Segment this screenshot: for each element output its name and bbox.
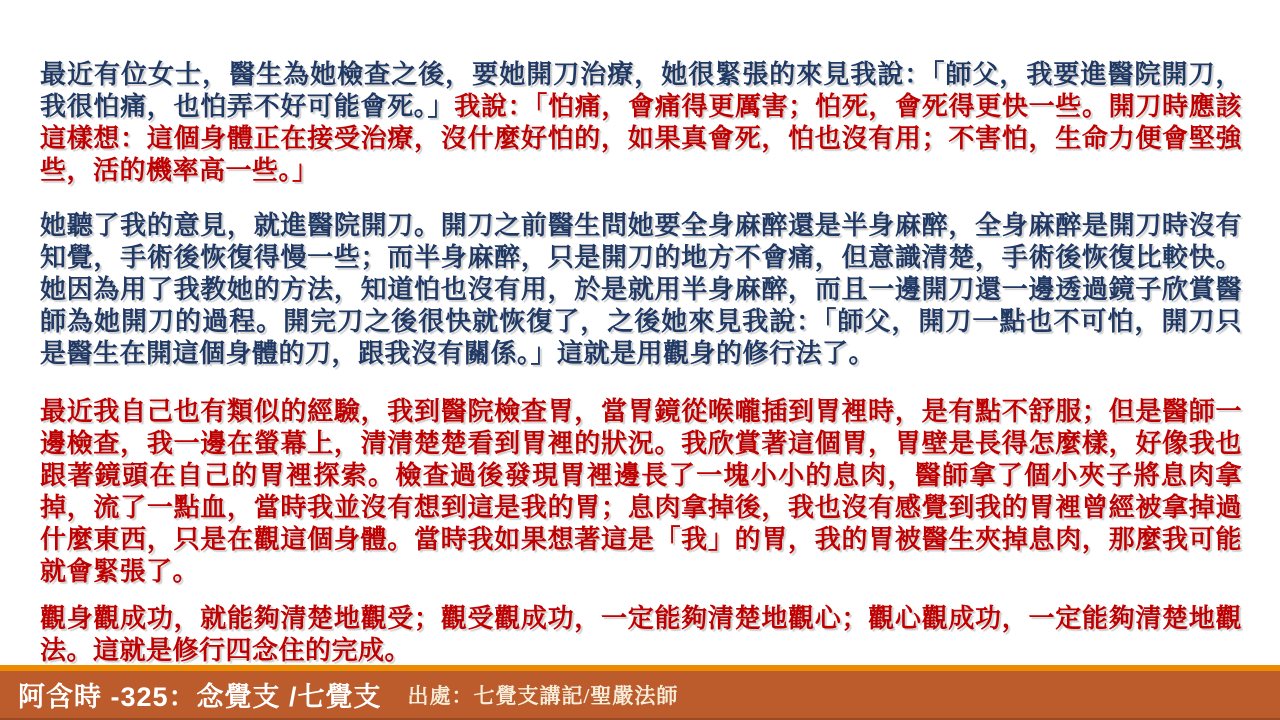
slide-title: 阿含時 -325：念覺支 /七覺支 bbox=[18, 682, 382, 712]
paragraph bbox=[40, 209, 1242, 369]
source-attribution: 出處：七覺支講記/聖嚴法師 bbox=[407, 683, 679, 708]
text-segment: 觀身觀成功，就能夠清楚地觀受；觀受觀成功，一定能夠清楚地觀心；觀心觀成功，一定能夠清楚地觀法。這就是修行四念住的完成。 bbox=[40, 603, 1242, 665]
text-segment: 最近我自己也有類似的經驗，我到醫院檢查胃，當胃鏡從喉嚨插到胃裡時，是有點不舒服；但是醫師一邊檢查，我一邊在螢幕上，清清楚楚看到胃裡的狀況。我欣賞著這個胃，胃壁是長得怎麼樣，好像我也跟著鏡頭在自己的胃裡探索。檢查過後發現胃裡邊長了一塊小小的息肉，醫師拿了個小夾子將息肉拿掉，流了一點血，當時我並沒有想到這是我的胃；息肉拿掉後，我也沒有感覺到我的胃裡曾經被拿掉過什麼東西，只是在觀這個身體。當時我如果想著這是「我」的胃，我的胃被醫生夾掉息肉，那麼我可能就會緊張了。 bbox=[40, 396, 1242, 586]
paragraph bbox=[40, 58, 1242, 186]
paragraph bbox=[40, 602, 1242, 666]
footer bbox=[0, 665, 1280, 720]
text-segment: 她聽了我的意見，就進醫院開刀。開刀之前醫生問她要全身麻醉還是半身麻醉，全身麻醉是開刀時沒有知覺，手術後恢復得慢一些；而半身麻醉，只是開刀的地方不會痛，但意識清楚，手術後恢復比較快。她因為用了我教她的方法，知道怕也沒有用，於是就用半身麻醉，而且一邊開刀還一邊透過鏡子欣賞醫師為她開刀的過程。開完刀之後很快就恢復了，之後她來見我說：「師父，開刀一點也不可怕，開刀只是醫生在開這個身體的刀，跟我沒有關係。」這就是用觀身的修行法了。 bbox=[40, 210, 1242, 368]
footer-bar bbox=[0, 671, 1280, 720]
paragraph bbox=[40, 395, 1242, 587]
text-segment: 最近有位女士，醫生為她檢查之後，要她開刀治療，她很緊張的來見我說：「師父，我要進醫院開刀，我很怕痛，也怕弄不好可能會死。」 bbox=[40, 59, 1242, 121]
text-segment: 我說：「怕痛，會痛得更厲害；怕死，會死得更快一些。開刀時應該這樣想：這個身體正在接受治療，沒什麼好怕的，如果真會死，怕也沒有用；不害怕，生命力便會堅強些，活的機率高一些。」 bbox=[40, 91, 1242, 185]
